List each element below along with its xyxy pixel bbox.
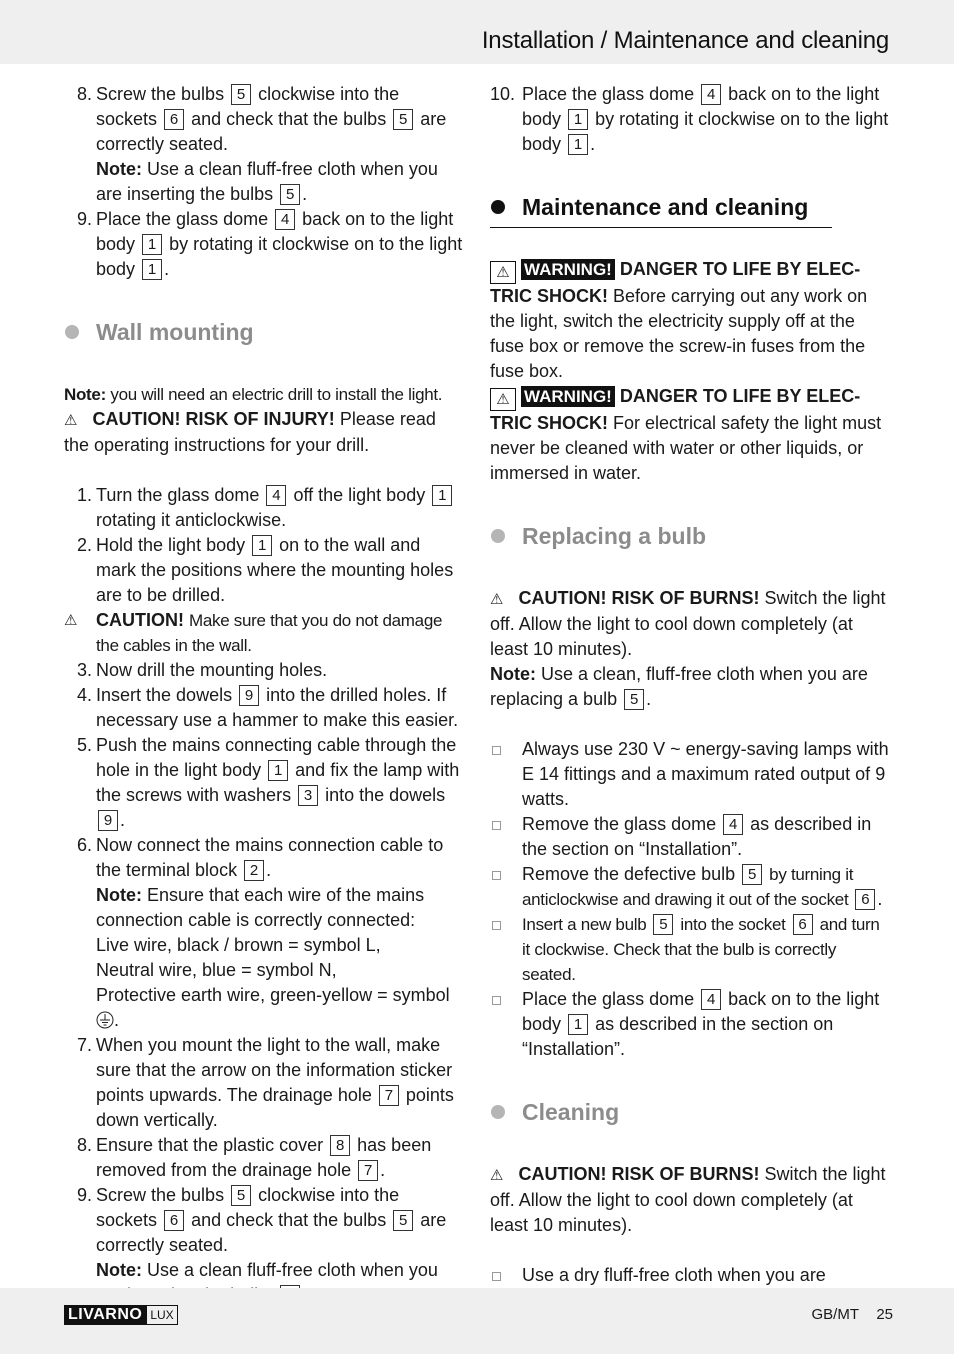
- ref-number: 7: [379, 1085, 399, 1106]
- livarno-lux-logo: LIVARNO LUX: [64, 1305, 178, 1325]
- ref-number: 6: [855, 889, 875, 910]
- list-item: Insert a new bulb 5 into the socket 6 and turn it clockwise. Check that the bulb is correctly seated.: [490, 912, 890, 987]
- bullet-dot-icon: [491, 529, 505, 543]
- heading-underline: [490, 227, 832, 228]
- wall-step-1: 1. Turn the glass dome 4 off the light body 1 rotating it anticlockwise.: [64, 483, 464, 533]
- wall-step-4: 4. Insert the dowels 9 into the drilled holes. If necessary use a hammer to make this easier.: [76, 685, 459, 730]
- ref-number: 7: [358, 1160, 378, 1181]
- wall-step-5: 5. Push the mains connecting cable through the hole in the light body 1 and fix the lamp with the screws with washers 3 into the dowels 9 .: [76, 735, 460, 830]
- ref-number: 1: [432, 485, 452, 506]
- note: Note: Use a clean fluff-free cloth when you: [64, 1258, 464, 1308]
- language-code: GB/MT: [811, 1306, 859, 1323]
- ref-number: 5: [393, 109, 413, 130]
- ref-number: 5: [231, 1185, 251, 1206]
- section-heading-wall-mounting: Wall mounting: [64, 307, 464, 357]
- note-drill: Note: you will need an electric drill to install the light.: [64, 385, 443, 404]
- caution-cables: ⚠ CAUTION! Make sure that you do not damage the cables in the wall.: [64, 610, 443, 655]
- page-title: Installation / Maintenance and cleaning: [481, 27, 889, 54]
- checkbox-square-icon: [492, 871, 501, 880]
- ref-number: 1: [142, 259, 162, 280]
- wall-step-2: 2. Hold the light body 1 on to the wall and mark the positions where the mounting holes are to be drilled.: [76, 535, 454, 605]
- page-number: 25: [876, 1306, 893, 1323]
- step-9: 9. Place the glass dome 4 back on to the light body 1 by rotating it clockwise on to the light body 1 .: [76, 209, 463, 279]
- warning-badge: WARNING!: [521, 259, 615, 280]
- ref-number: 5: [624, 689, 644, 710]
- checkbox-square-icon: [492, 921, 501, 930]
- list-item: Remove the glass dome 4 as described in the section on “Installation”.: [490, 812, 890, 862]
- list-item: Always use 230 V ~ energy-saving lamps with E 14 fittings and a maximum rated output of 9 watts.: [490, 737, 890, 812]
- checkbox-square-icon: [492, 821, 501, 830]
- caution-burns: ⚠ CAUTION! RISK OF BURNS! Switch the light off. Allow the light to cool down completely (at least 10 minutes).: [490, 1164, 886, 1235]
- warning-triangle-icon: ⚠: [64, 412, 78, 429]
- checkbox-square-icon: [492, 996, 501, 1005]
- checkbox-square-icon: [492, 1272, 501, 1281]
- ref-number: 9: [239, 685, 259, 706]
- wall-step-7: 7. When you mount the light to the wall, make sure that the arrow on the information sticker points upwards. The drainage hole 7 points down vertically.: [76, 1035, 454, 1130]
- warning-triangle-icon: ⚠: [490, 261, 516, 284]
- ref-number: 4: [266, 485, 286, 506]
- checkbox-square-icon: [492, 746, 501, 755]
- ref-number: 2: [244, 860, 264, 881]
- bullet-dot-icon: [65, 325, 79, 339]
- section-heading-replacing-bulb: Replacing a bulb: [490, 511, 890, 561]
- bullet-dot-icon: [491, 1105, 505, 1119]
- list-item: Remove the defective bulb 5 by turning it anticlockwise and drawing it out of the socket 6 .: [490, 862, 890, 912]
- note-replace: Note: Use a clean, fluff-free cloth when you are replacing a bulb 5 .: [490, 664, 868, 709]
- warning-badge: WARNING!: [521, 386, 615, 407]
- ref-number: 5: [653, 914, 673, 935]
- wall-step-9: 9. Screw the bulbs 5 clockwise into the sockets 6 and check that the bulbs 5 are correctly seated.: [76, 1185, 447, 1255]
- earth-symbol-icon: [96, 1011, 114, 1029]
- section-heading-maintenance: Maintenance and cleaning: [490, 182, 890, 232]
- wall-step-3: 3. Now drill the mounting holes.: [76, 660, 328, 680]
- wall-step-8: 8. Ensure that the plastic cover 8 has been removed from the drainage hole 7 .: [76, 1135, 432, 1180]
- note-wiring: Note: Ensure that each wire of the mains connection cable is correctly connected: Live wire, black / brown = symbol L, Neutral wire, blue = symbol N, Protective earth wire, green-yellow = symbol .: [96, 885, 450, 1030]
- list-item: Use a dry fluff-free cloth when you are: [490, 1263, 890, 1313]
- ref-number: 1: [568, 134, 588, 155]
- caution-burns: ⚠ CAUTION! RISK OF BURNS! Switch the light off. Allow the light to cool down completely (at least 10 minutes).: [490, 588, 886, 659]
- ref-number: 4: [723, 814, 743, 835]
- ref-number: 1: [568, 109, 588, 130]
- bullet-dot-icon: [491, 200, 505, 214]
- step-10: 10. Place the glass dome 4 back on to the light body 1 by rotating it clockwise on to the light body 1 .: [490, 84, 889, 154]
- ref-number: 8: [330, 1135, 350, 1156]
- warning-electric-shock-1: ⚠ WARNING! DANGER TO LIFE BY ELEC-TRIC SHOCK! Before carrying out any work on the light, switch the electricity supply off at the fuse box or remove the screw-in fuses from the fuse box.: [490, 259, 868, 381]
- ref-number: 5: [280, 184, 300, 205]
- warning-electric-shock-2: ⚠ WARNING! DANGER TO LIFE BY ELEC-TRIC SHOCK! For electrical safety the light must never be cleaned with water or other liquids, or immersed in water.: [490, 386, 882, 483]
- ref-number: 4: [275, 209, 295, 230]
- ref-number: 4: [701, 989, 721, 1010]
- left-column: [64, 82, 464, 1308]
- ref-number: 6: [793, 914, 813, 935]
- ref-number: 1: [568, 1014, 588, 1035]
- ref-number: 5: [393, 1210, 413, 1231]
- warning-triangle-icon: ⚠: [64, 612, 78, 629]
- ref-number: 4: [701, 84, 721, 105]
- ref-number: 6: [164, 1210, 184, 1231]
- section-heading-cleaning: Cleaning: [490, 1087, 890, 1137]
- ref-number: 5: [742, 864, 762, 885]
- caution-injury: ⚠ CAUTION! RISK OF INJURY! Please read the operating instructions for your drill.: [64, 409, 436, 455]
- page-footer: [0, 1288, 954, 1354]
- warning-triangle-icon: ⚠: [490, 1167, 504, 1184]
- ref-number: 1: [252, 535, 272, 556]
- step-8: 8. Screw the bulbs 5 clockwise into the sockets 6 and check that the bulbs 5 are correctly seated.: [76, 84, 447, 154]
- ref-number: 9: [98, 810, 118, 831]
- warning-triangle-icon: ⚠: [490, 591, 504, 608]
- ref-number: 6: [164, 109, 184, 130]
- ref-number: 3: [298, 785, 318, 806]
- page-header: [0, 0, 954, 64]
- ref-number: 1: [268, 760, 288, 781]
- ref-number: 5: [231, 84, 251, 105]
- warning-triangle-icon: ⚠: [490, 388, 516, 411]
- ref-number: 1: [142, 234, 162, 255]
- wall-step-6: 6. Now connect the mains connection cable to the terminal block 2 .: [76, 835, 444, 880]
- list-item: Place the glass dome 4 back on to the light body 1 as described in the section on “Installation”.: [490, 987, 890, 1062]
- note: Note: Use a clean fluff-free cloth when you are inserting the bulbs 5 .: [96, 159, 438, 204]
- right-column: [490, 82, 890, 1338]
